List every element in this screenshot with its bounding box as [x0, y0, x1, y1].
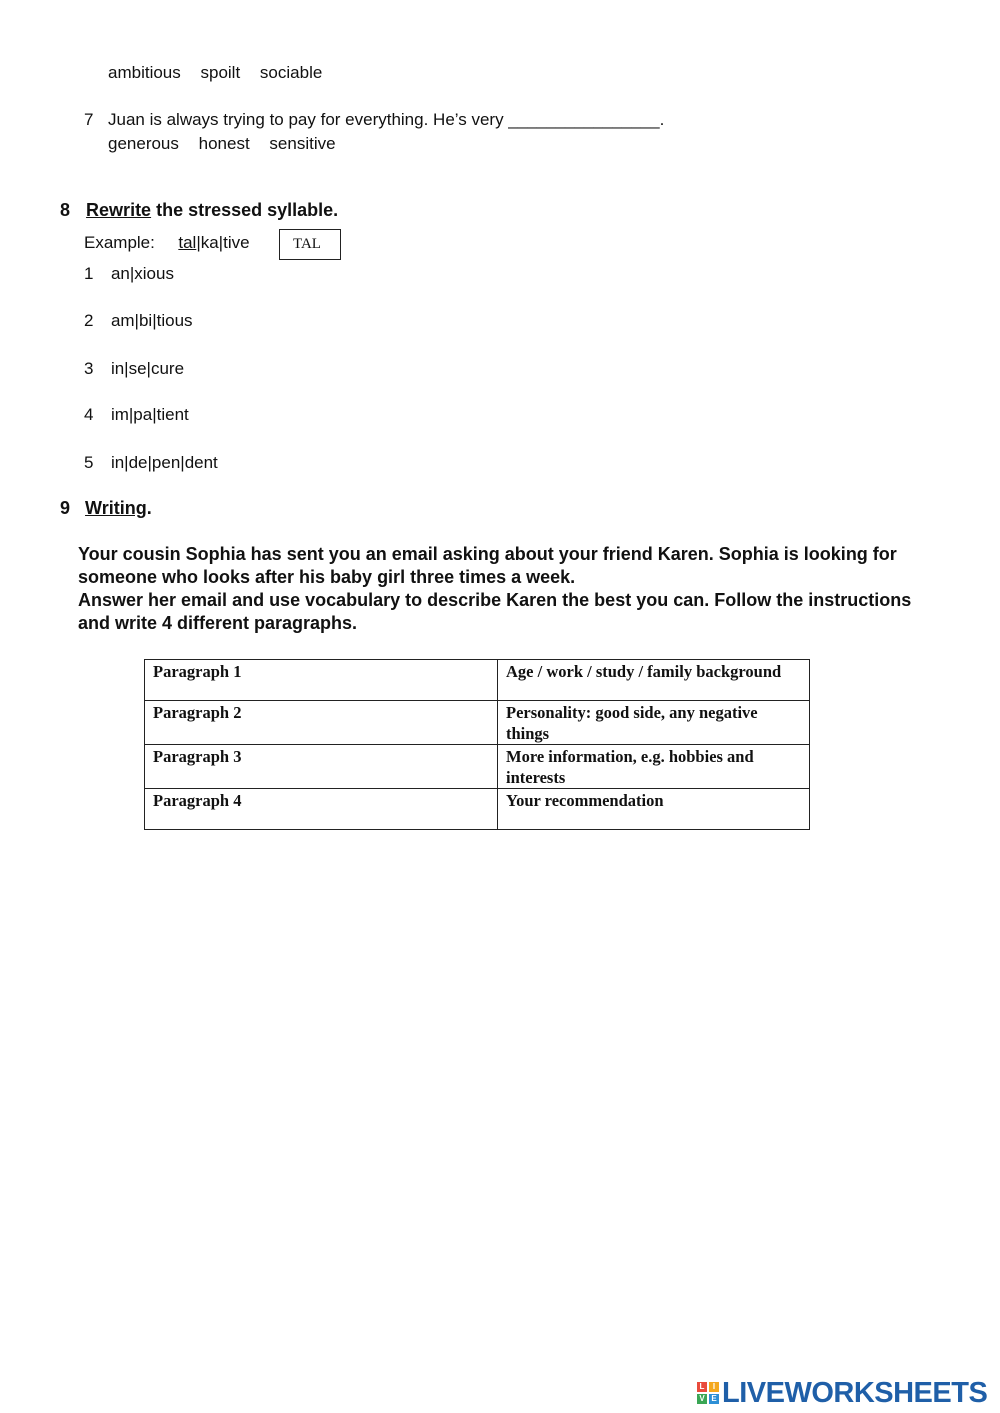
table-row	[145, 701, 810, 745]
example-answer-box: TAL	[279, 229, 341, 260]
table-row	[145, 745, 810, 789]
example-word-rest: |ka|tive	[196, 233, 250, 252]
item-number: 2	[84, 311, 94, 330]
section8-item-3	[84, 359, 184, 379]
logo-tiles-icon	[697, 1382, 719, 1404]
q7-number: 7	[84, 110, 94, 129]
item-number: 4	[84, 405, 94, 424]
section8-item-1	[84, 264, 174, 284]
paragraph-content: Your recommendation	[498, 789, 810, 830]
section8-item-2	[84, 311, 193, 331]
q6-option: sociable	[259, 63, 323, 82]
table-row	[145, 660, 810, 701]
section8-title-keyword: Rewrite	[86, 200, 152, 220]
logo-tile: I	[709, 1382, 719, 1392]
logo-tile: V	[697, 1394, 707, 1404]
section9-title-rest: .	[146, 498, 152, 518]
q6-options	[108, 63, 337, 83]
item-number: 5	[84, 453, 94, 472]
q7-sentence: Juan is always trying to pay for everything. He’s very ________________.	[108, 110, 665, 129]
section9-instructions-2: Answer her email and use vocabulary to describe Karen the best you can. Follow the instructions and write 4 different paragraphs.	[78, 590, 912, 633]
item-number: 3	[84, 359, 94, 378]
q6-option: spoilt	[200, 63, 241, 82]
item-word: an|xious	[110, 264, 174, 283]
section8-heading	[60, 200, 338, 221]
q7-option: honest	[198, 134, 250, 153]
section8-item-4	[84, 405, 189, 425]
paragraph-label: Paragraph 1	[145, 660, 498, 701]
q7-options	[108, 134, 351, 154]
section8-title-rest: the stressed syllable.	[151, 200, 339, 220]
paragraph-label: Paragraph 3	[145, 745, 498, 789]
example-stressed-syllable: tal	[178, 233, 197, 252]
paragraph-plan-table	[144, 659, 810, 830]
section8-example	[84, 233, 250, 253]
q7-option: sensitive	[269, 134, 336, 153]
paragraph-label: Paragraph 4	[145, 789, 498, 830]
item-word: am|bi|tious	[110, 311, 193, 330]
section9-instructions-1: Your cousin Sophia has sent you an email asking about your friend Karen. Sophia is looking for someone who looks after his baby girl three times a week.	[78, 544, 897, 587]
logo-tile: L	[697, 1382, 707, 1392]
section9-title-keyword: Writing	[85, 498, 147, 518]
example-label: Example:	[84, 233, 155, 252]
item-word: in|de|pen|dent	[110, 453, 218, 472]
liveworksheets-logo[interactable]	[697, 1376, 987, 1410]
paragraph-label: Paragraph 2	[145, 701, 498, 745]
table-row	[145, 789, 810, 830]
paragraph-content: Personality: good side, any negative things	[498, 701, 810, 745]
paragraph-content: Age / work / study / family background	[498, 660, 810, 701]
item-number: 1	[84, 264, 94, 283]
section8-item-5	[84, 453, 218, 473]
item-word: in|se|cure	[110, 359, 185, 378]
paragraph-content: More information, e.g. hobbies and interests	[498, 745, 810, 789]
item-word: im|pa|tient	[110, 405, 189, 424]
logo-text: LIVEWORKSHEETS	[722, 1376, 988, 1409]
q7-option: generous	[108, 134, 179, 153]
section9-heading	[60, 498, 152, 519]
section8-number: 8	[60, 200, 71, 220]
q6-option: ambitious	[108, 63, 181, 82]
section9-number: 9	[60, 498, 71, 518]
logo-tile: E	[709, 1394, 719, 1404]
